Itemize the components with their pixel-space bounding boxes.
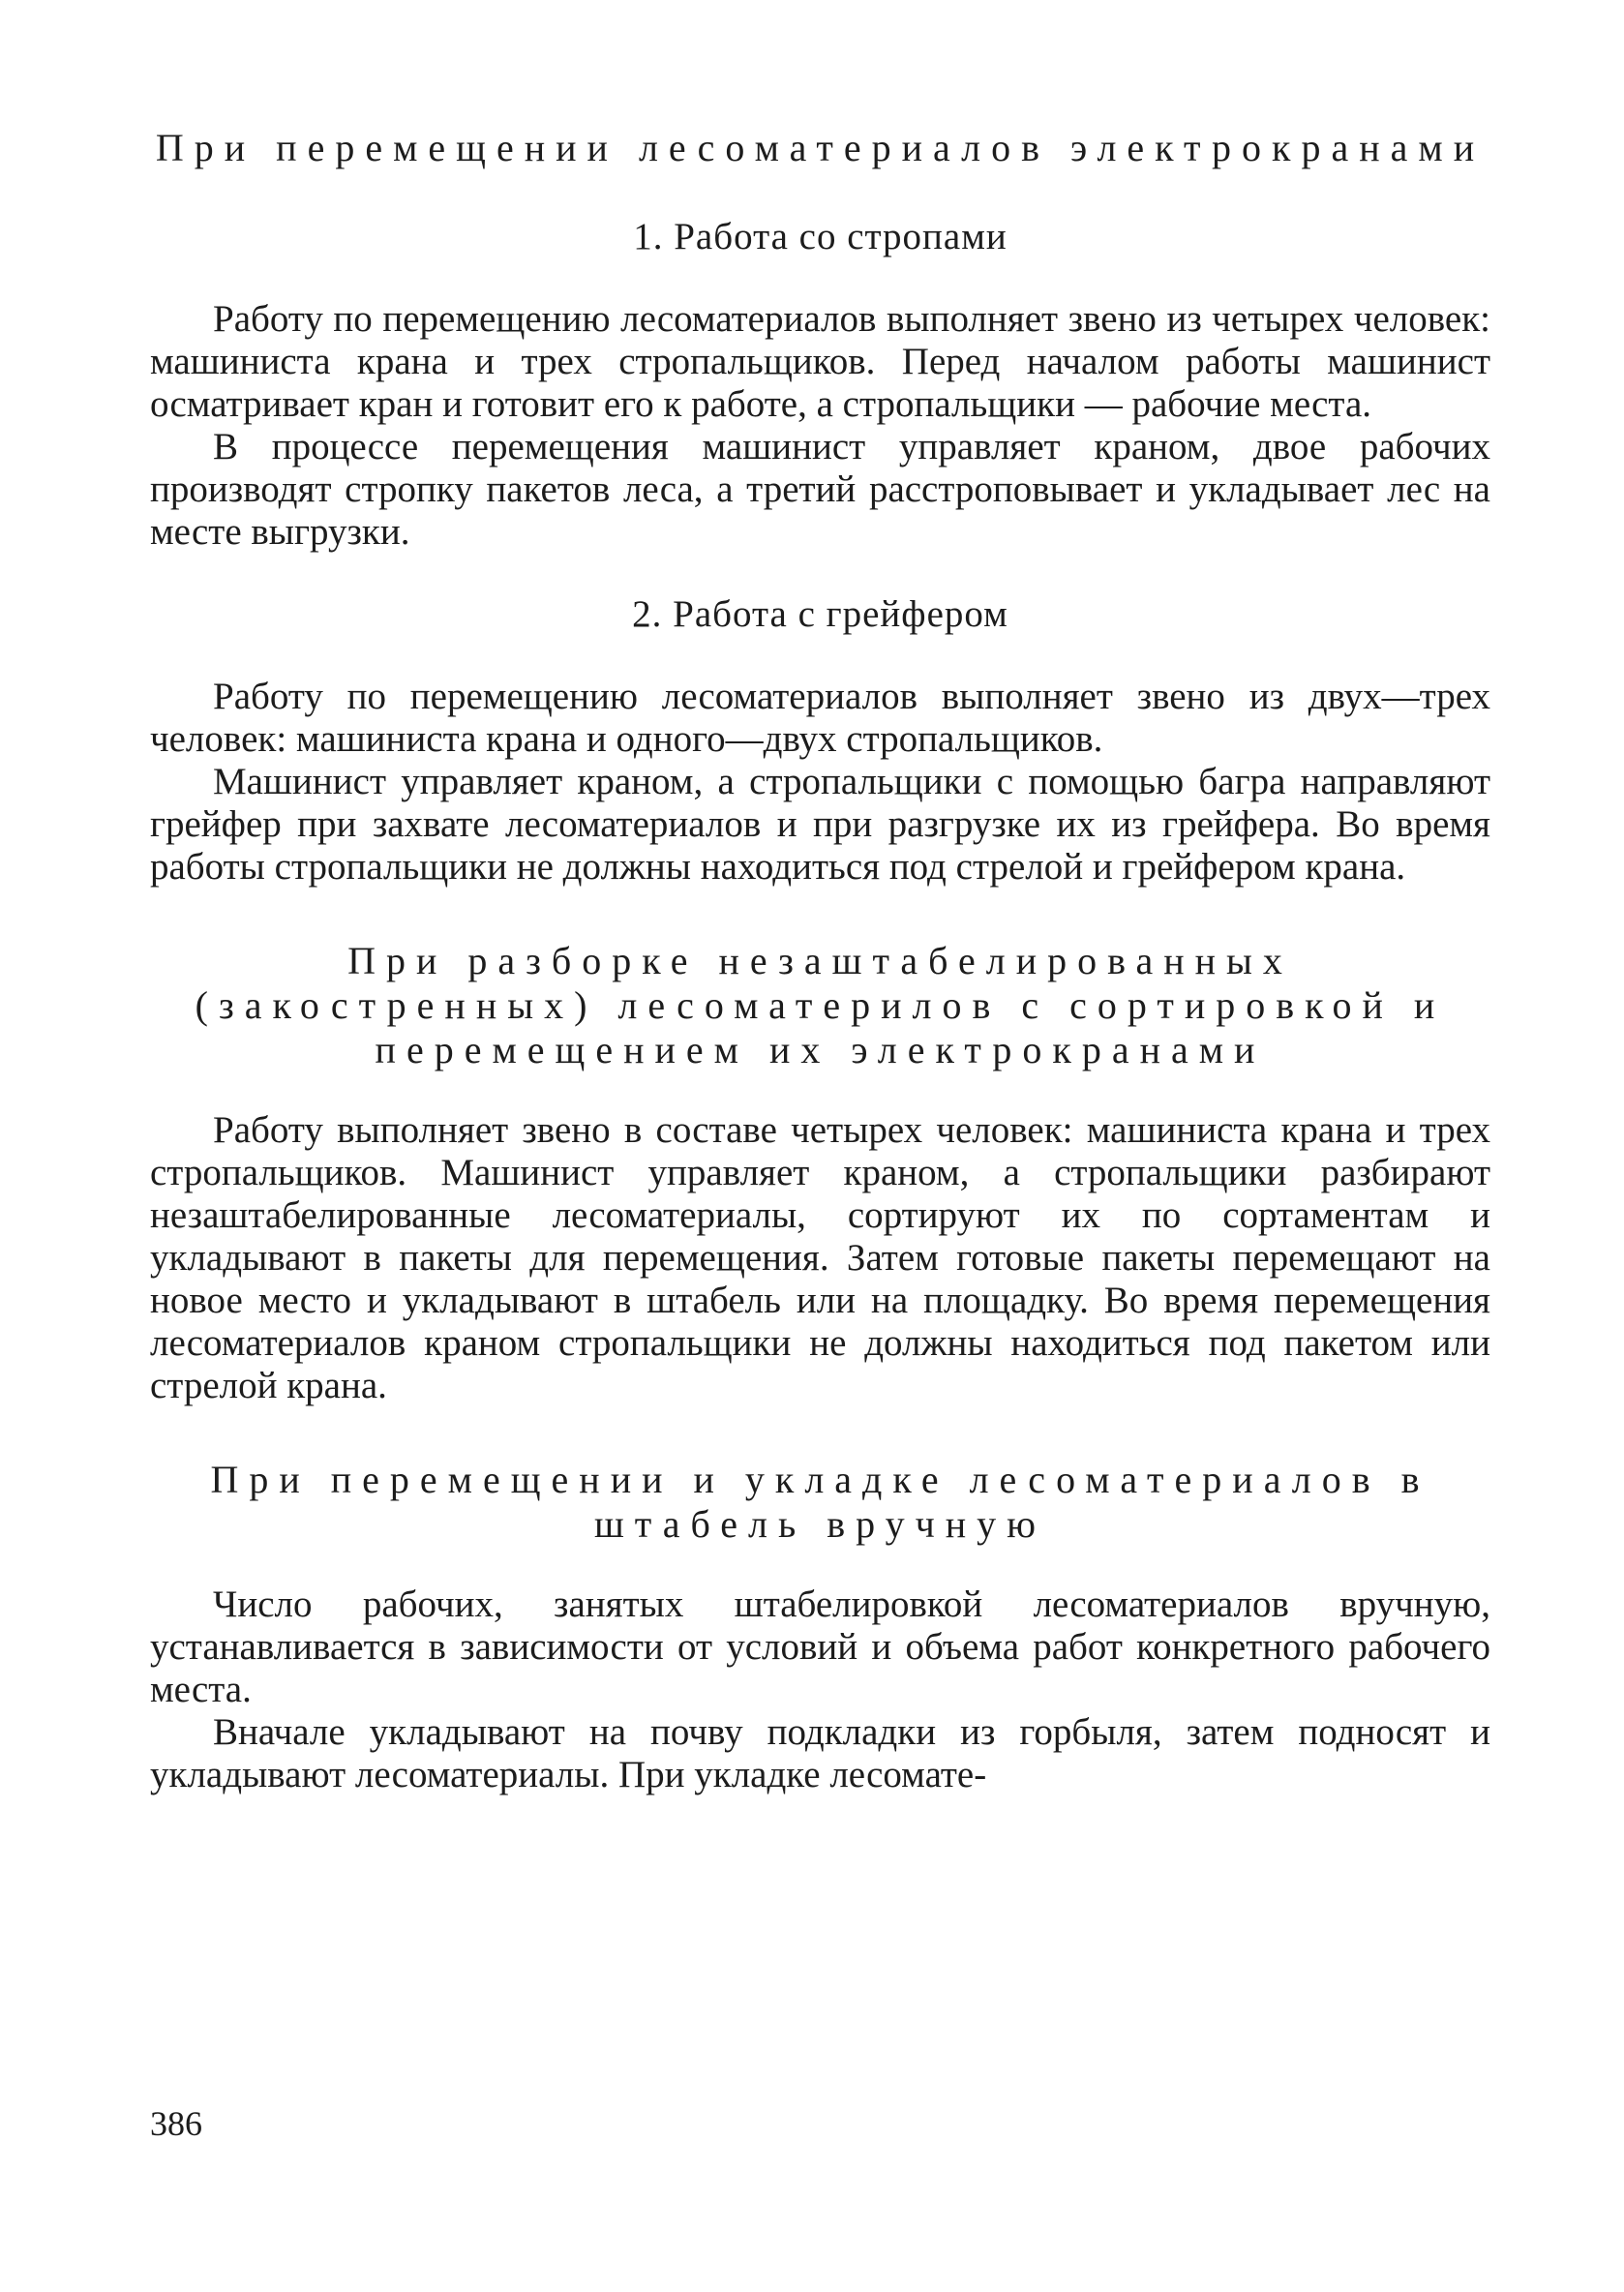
paragraph: Работу выполняет звено в составе четырех человек: машиниста крана и трех стропальщиков. Машинист управляет краном, а стропальщики разбирают незаштабелированные лесоматериалы, сортируют их по сортаментам и укладывают в пакеты для перемещения. Затем готовые пакеты перемещают на новое место и укладывают в штабель или на площадку. Во время перемещения лесоматериалов краном стропальщики не должны находиться под пакетом или стрелой крана. — [150, 1109, 1490, 1406]
paragraph: Число рабочих, занятых штабелировкой лесоматериалов вручную, устанавливается в зависимости от условий и объема работ конкретного рабочего места. — [150, 1583, 1490, 1710]
document-page — [150, 126, 1490, 1796]
section-manual — [150, 1458, 1490, 1796]
paragraph: Работу по перемещению лесоматериалов выполняет звено из двух—трех человек: машиниста крана и одного—двух стропальщиков. — [150, 676, 1490, 760]
section-sorting — [150, 939, 1490, 1407]
paragraph: Работу по перемещению лесоматериалов выполняет звено из четырех человек: машиниста крана и трех стропальщиков. Перед началом работы машинист осматривает кран и готовит его к работе, а стропальщики — рабочие места. — [150, 298, 1490, 425]
section-crane — [150, 126, 1490, 889]
section-heading-sorting: При разборке незаштабелированных (закостренных) лесоматерилов с сортировкой и перемещением их электрокранами — [195, 939, 1446, 1071]
section-heading-crane: При перемещении лесоматериалов электрокранами — [155, 126, 1486, 169]
subsection-title-slings: 1. Работа со стропами — [633, 216, 1007, 257]
page-number: 386 — [150, 2104, 202, 2143]
section-heading-manual: При перемещении и укладке лесоматериалов в штабель вручную — [210, 1458, 1430, 1546]
paragraph: Вначале укладывают на почву подкладки из горбыля, затем подносят и укладывают лесоматериалы. При укладке лесомате- — [150, 1711, 1490, 1795]
paragraph: Машинист управляет краном, а стропальщики с помощью багра направляют грейфер при захвате лесоматериалов и при разгрузке их из грейфера. Во время работы стропальщики не должны находиться под стрелой и грейфером крана. — [150, 761, 1490, 888]
subsection-title-grab: 2. Работа с грейфером — [632, 593, 1008, 635]
paragraph: В процессе перемещения машинист управляет краном, двое рабочих производят стропку пакетов леса, а третий расстроповывает и укладывает лес на месте выгрузки. — [150, 426, 1490, 553]
